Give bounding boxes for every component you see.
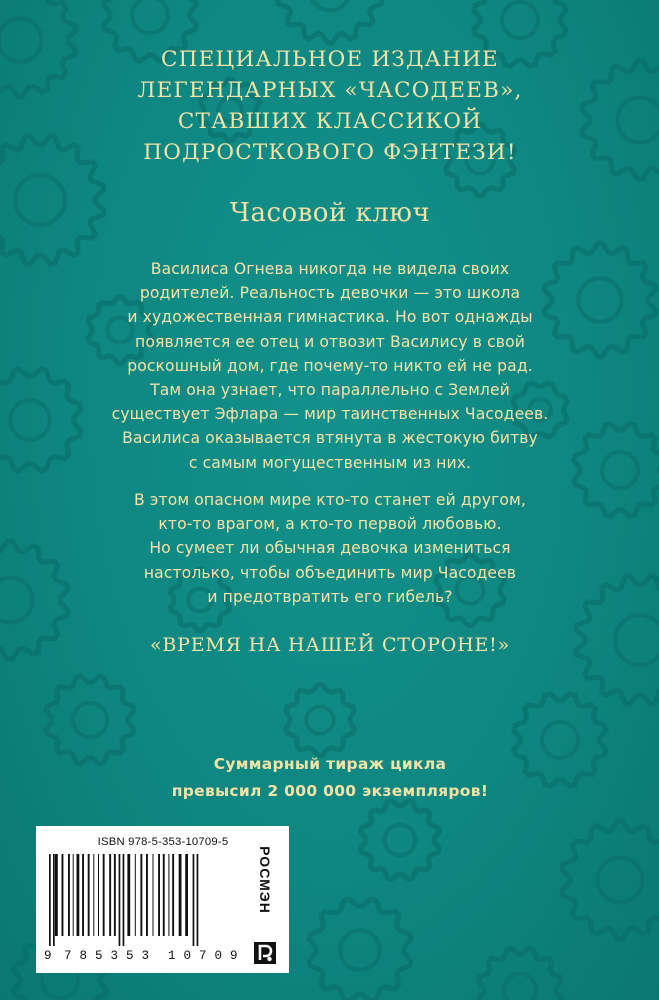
gear-hub-icon <box>10 400 50 440</box>
book-title: Часовой ключ <box>229 198 431 228</box>
barcode-digit: 3 <box>141 949 150 963</box>
barcode-digit: 1 <box>168 949 176 963</box>
barcode-bar <box>146 854 148 936</box>
barcode-bar <box>109 854 111 936</box>
gear-hub-icon <box>602 452 638 488</box>
barcode-bar <box>98 854 99 936</box>
barcode-digit: 7 <box>199 949 207 963</box>
gear-icon <box>286 685 355 756</box>
isbn-label: ISBN 978-5-353-10709-5 <box>97 836 229 848</box>
synopsis-line: Василиса Огнева никогда не видела своих <box>150 260 510 278</box>
barcode-bar <box>77 854 80 936</box>
barcode-bar <box>82 854 84 936</box>
gear-hub-icon <box>578 278 621 321</box>
barcode-bar <box>55 854 58 936</box>
headline <box>60 44 600 168</box>
gear-hub-icon <box>307 707 334 734</box>
rosmen-logo-icon <box>254 942 276 964</box>
barcode-digit: 3 <box>110 949 119 963</box>
synopsis-line: с самым могущественным из них. <box>188 453 472 472</box>
barcode-bar <box>185 854 188 936</box>
synopsis-line: и художественная гимнастика. Но вот однажды <box>127 308 533 327</box>
barcode-bar <box>114 854 116 936</box>
synopsis-line: существует Эфлара — мир таинственных Часодеев. <box>111 405 549 424</box>
barcode-bar <box>135 854 136 936</box>
barcode-guard-bar <box>53 854 55 946</box>
synopsis-line: Там она узнает, что параллельно с Землей <box>150 381 510 400</box>
barcode-bar <box>172 854 174 936</box>
barcode-bar <box>68 854 70 936</box>
gear-icon <box>574 424 659 516</box>
headline-line: ЛЕГЕНДАРНЫХ «ЧАСОДЕЕВ», <box>137 78 523 103</box>
barcode-digit: 5 <box>95 949 103 963</box>
barcode-bar <box>168 854 169 936</box>
barcode-bar <box>103 854 105 936</box>
synopsis-line: Но сумеет ли обычная девочка измениться <box>149 539 511 558</box>
gear-hub-icon <box>340 930 380 970</box>
gear-icon <box>361 801 439 879</box>
gear-hub-icon <box>0 18 42 61</box>
gear-hub-icon <box>615 615 659 665</box>
barcode-guard-bar <box>193 854 195 946</box>
synopsis-line: родителей. Реальность девочки — это школа <box>139 284 521 303</box>
synopsis-line: роскошный дом, где почему-то никто ей не рад. <box>127 356 533 375</box>
barcode-bar <box>62 854 64 936</box>
barcode-bar <box>140 854 142 936</box>
headline-line: ПОДРОСТКОВОГО ФЭНТЕЗИ! <box>143 140 517 165</box>
gear-hub-icon <box>73 703 107 737</box>
headline-line: СТАВШИХ КЛАССИКОЙ <box>177 109 483 134</box>
circulation-line-1: Суммарный тираж цикла <box>213 755 447 773</box>
slogan: «ВРЕМЯ НА НАШЕЙ СТОРОНЕ!» <box>149 634 511 656</box>
barcode-guard-bar <box>123 854 125 946</box>
barcode-digit: 9 <box>44 949 52 963</box>
gear-hub-icon <box>15 175 65 225</box>
synopsis-line: В этом опасном мире кто-то станет ей другом, <box>134 491 526 509</box>
barcode-bar <box>163 854 165 936</box>
barcode-bar <box>153 854 154 936</box>
barcode-bar <box>179 854 182 936</box>
gear-hub-icon <box>0 578 33 623</box>
barcode-guard-bar <box>197 854 199 946</box>
barcode-digit: 0 <box>183 949 192 963</box>
gear-icon <box>278 0 382 43</box>
barcode-bars <box>47 854 273 946</box>
publisher-block <box>245 830 285 970</box>
barcode-bar <box>73 854 74 936</box>
gear-hub-icon <box>310 0 351 10</box>
barcode-guard-bar <box>119 854 121 946</box>
gear-icon <box>309 899 411 1000</box>
barcode-digit: 0 <box>214 949 223 963</box>
barcode-digit: 9 <box>230 949 238 963</box>
synopsis-line: и предотвратить его гибель? <box>207 587 453 606</box>
gear-hub-icon <box>504 974 536 1000</box>
barcode-bar <box>158 854 160 936</box>
gear-hub-icon <box>618 98 659 143</box>
synopsis-line: появляется ее отец и отвозит Василису в свой <box>135 332 525 351</box>
barcode-digit: 8 <box>79 949 88 963</box>
barcode-guard-bar <box>49 854 51 946</box>
barcode-digit: 7 <box>64 949 72 963</box>
synopsis-paragraph-2 <box>80 488 580 609</box>
headline-line: СПЕЦИАЛЬНОЕ ИЗДАНИЕ <box>161 47 499 72</box>
gear-hub-icon <box>385 825 416 856</box>
synopsis-paragraph-1 <box>80 257 580 475</box>
synopsis-line: Василиса оказывается втянута в жестокую битву <box>122 429 538 448</box>
barcode-digit: 5 <box>126 949 134 963</box>
gear-hub-icon <box>502 2 538 38</box>
barcode-bar <box>93 854 94 936</box>
circulation-line-2: превысил 2 000 000 экземпляров! <box>171 782 489 800</box>
publisher-name: РОСМЭН <box>257 846 273 914</box>
circulation-note <box>60 751 600 805</box>
synopsis-line: кто-то врагом, а кто-то первой любовью. <box>158 515 502 534</box>
synopsis-line: настолько, чтобы объединить мир Часодеев <box>143 563 517 582</box>
gear-hub-icon <box>132 0 168 33</box>
barcode-bar <box>88 854 90 936</box>
gear-hub-icon <box>598 858 643 903</box>
barcode-bar <box>127 854 130 936</box>
